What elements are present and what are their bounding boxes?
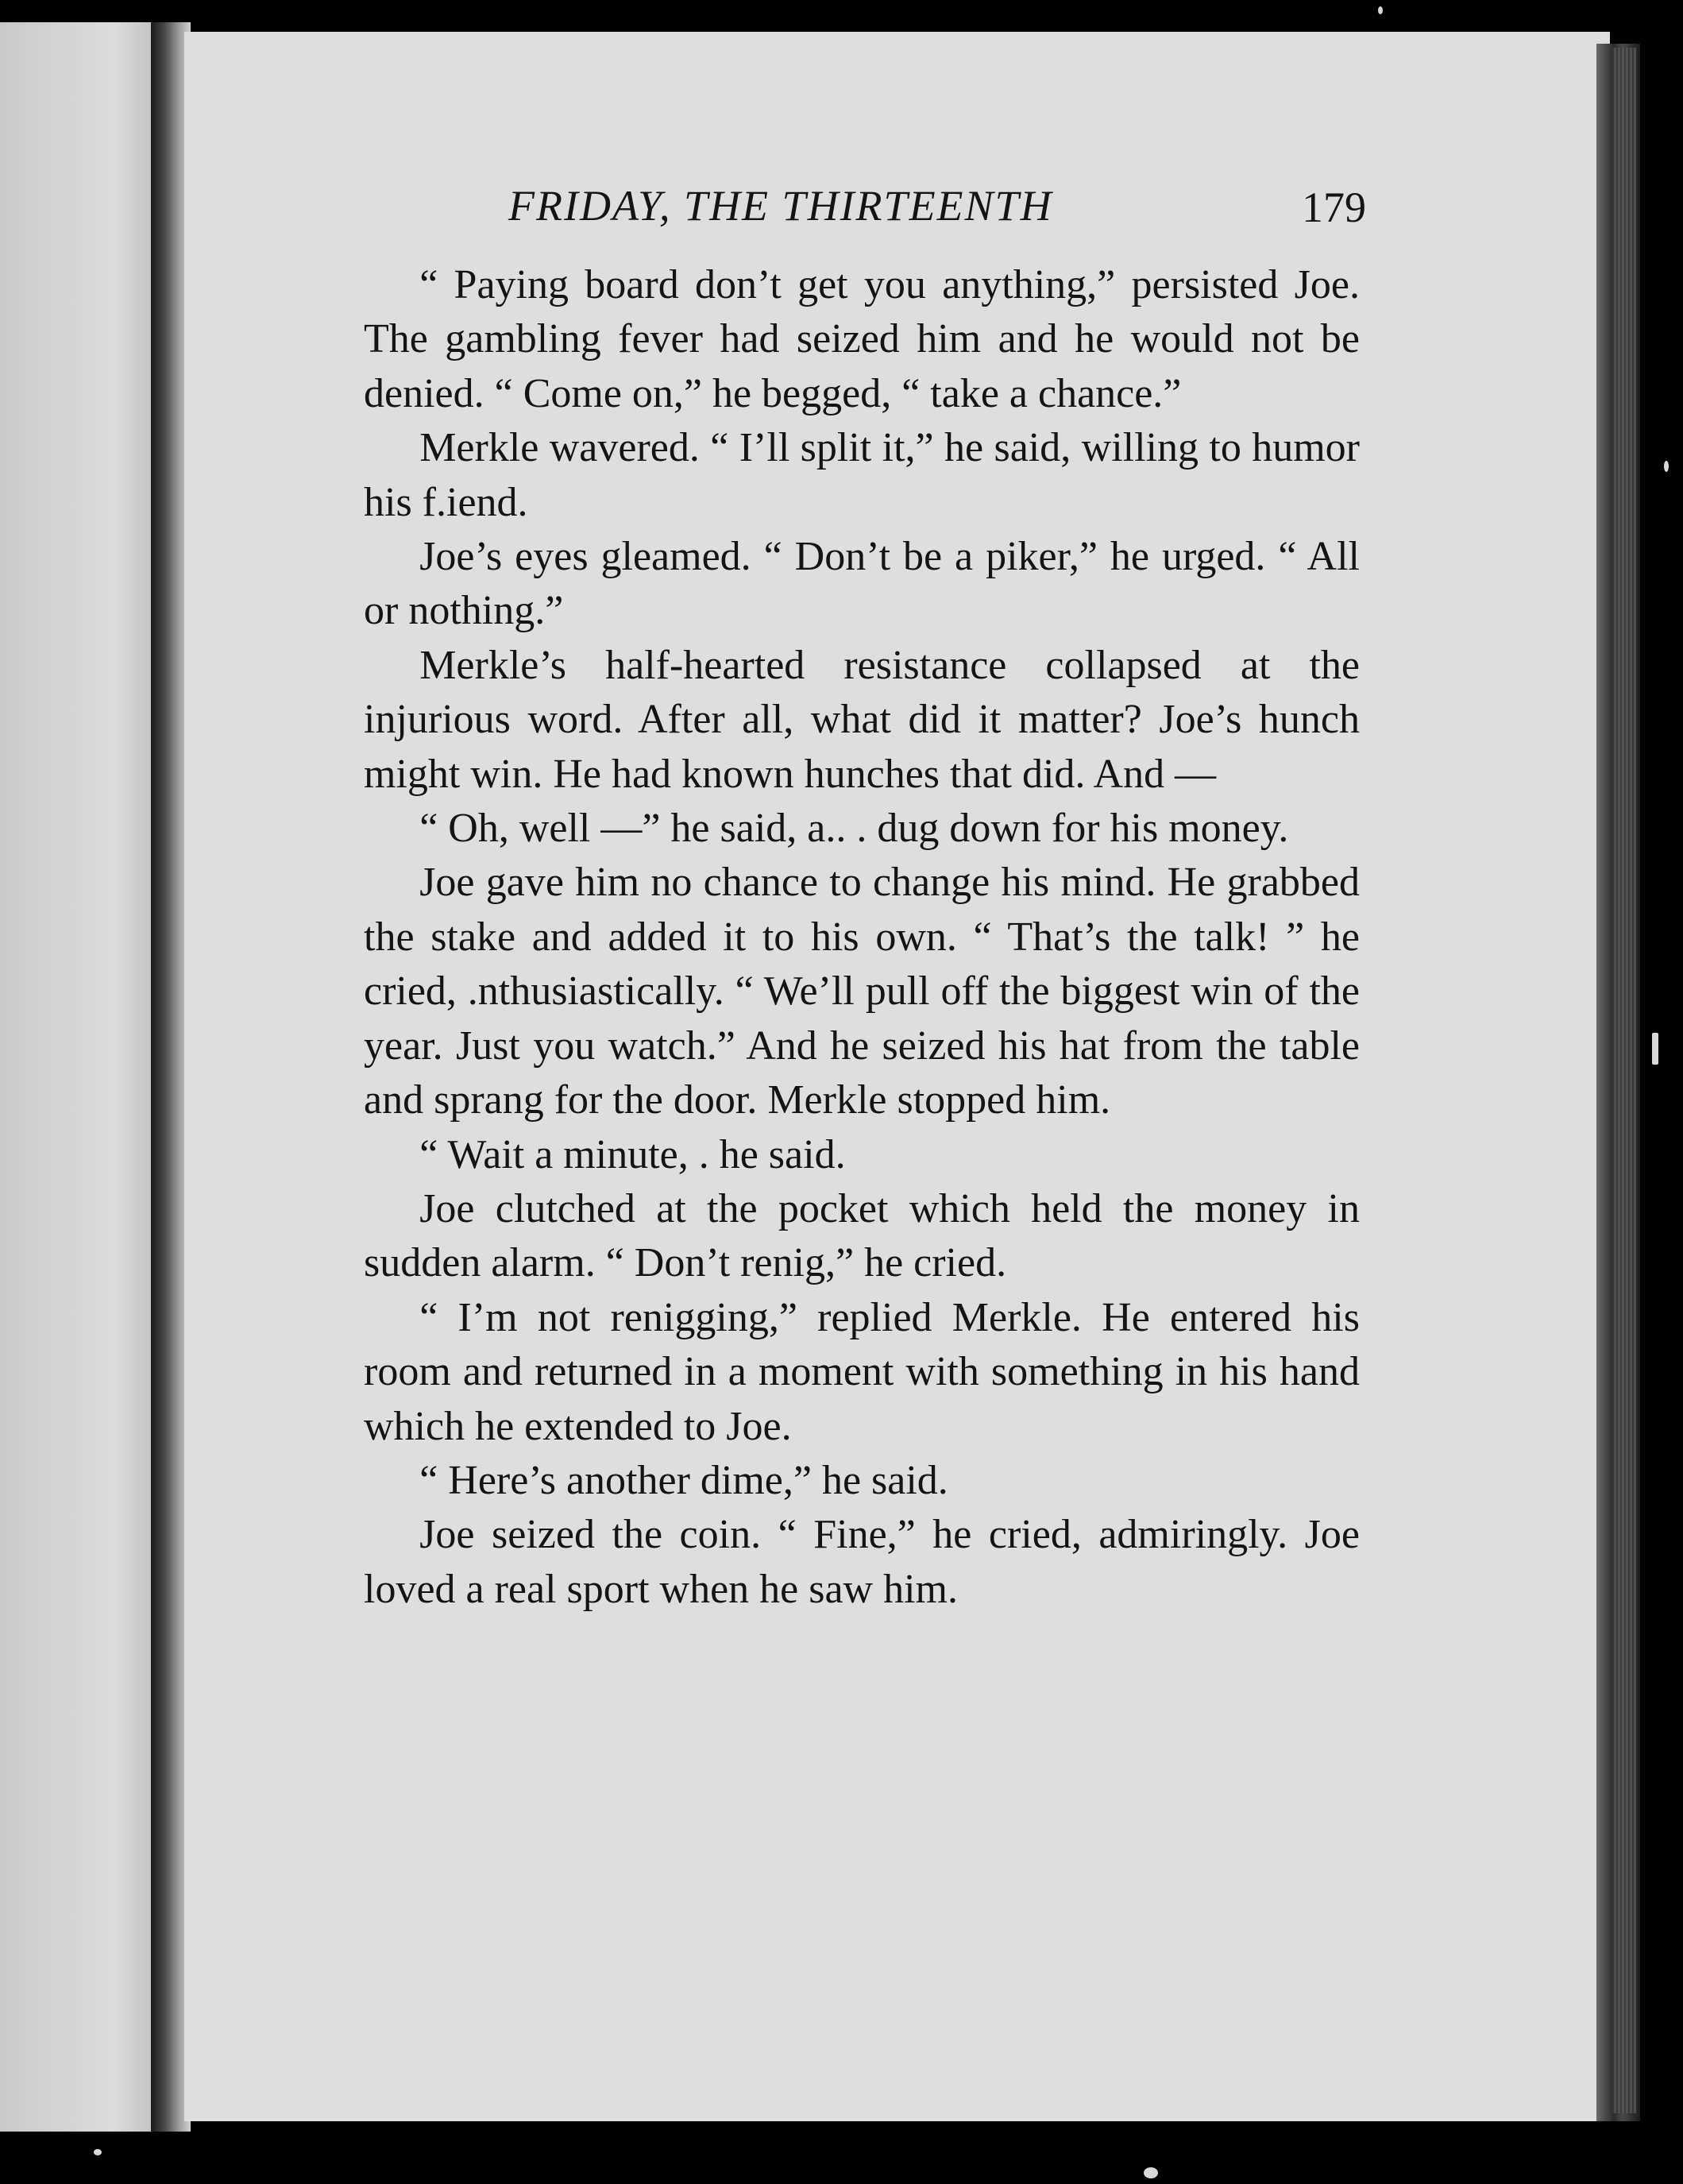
paragraph: Joe’s eyes gleamed. “ Don’t be a piker,” he urged. “ All or nothing.”: [364, 534, 1360, 634]
paragraph: “ I’m not renigging,” replied Merkle. He entered his room and returned in a moment with something in his hand which he extended to Joe.: [364, 1294, 1360, 1449]
paragraph: Merkle’s half-hearted resistance collapsed at the injurious word. After all, what did it matter? Joe’s hunch might win. He had known hunches that did. And —: [364, 642, 1360, 797]
page-number: 179: [1302, 184, 1366, 231]
dust-speck: [1378, 6, 1383, 14]
left-page-edge: [0, 22, 163, 2132]
paragraph: Merkle wavered. “ I’ll split it,” he said, willing to humor his f.iend.: [364, 425, 1360, 525]
dust-speck: [1652, 1033, 1658, 1065]
page-header: [508, 181, 1366, 237]
paragraph: “ Here’s another dime,” he said.: [419, 1457, 948, 1503]
paragraph: Joe clutched at the pocket which held the money in sudden alarm. “ Don’t renig,” he cried.: [364, 1185, 1360, 1286]
paragraph: Joe seized the coin. “ Fine,” he cried, admiringly. Joe loved a real sport when he saw him.: [364, 1512, 1360, 1612]
dust-speck: [1664, 461, 1669, 472]
paragraph: Joe gave him no chance to change his mind. He grabbed the stake and added it to his own. “ That’s the talk! ” he cried, .nthusiastically. “ We’ll pull off the biggest win of the year. Just you watch.” And he seized his hat from the table and sprang for the door. Merkle stopped him.: [364, 860, 1360, 1123]
paragraph: “ Oh, well —” he said, a.. . dug down for his money.: [419, 806, 1289, 852]
dust-speck: [1144, 2167, 1158, 2178]
body-text: [364, 258, 1360, 1617]
running-head: FRIDAY, THE THIRTEENTH: [508, 182, 1053, 230]
paragraph: “ Wait a minute, . he said.: [419, 1131, 846, 1177]
dust-speck: [94, 2149, 102, 2155]
paragraph: “ Paying board don’t get you anything,” persisted Joe. The gambling fever had seized him and he would not be denied. “ Come on,” he begged, “ take a chance.”: [364, 262, 1360, 416]
page-stack-edges: [1612, 48, 1636, 2113]
